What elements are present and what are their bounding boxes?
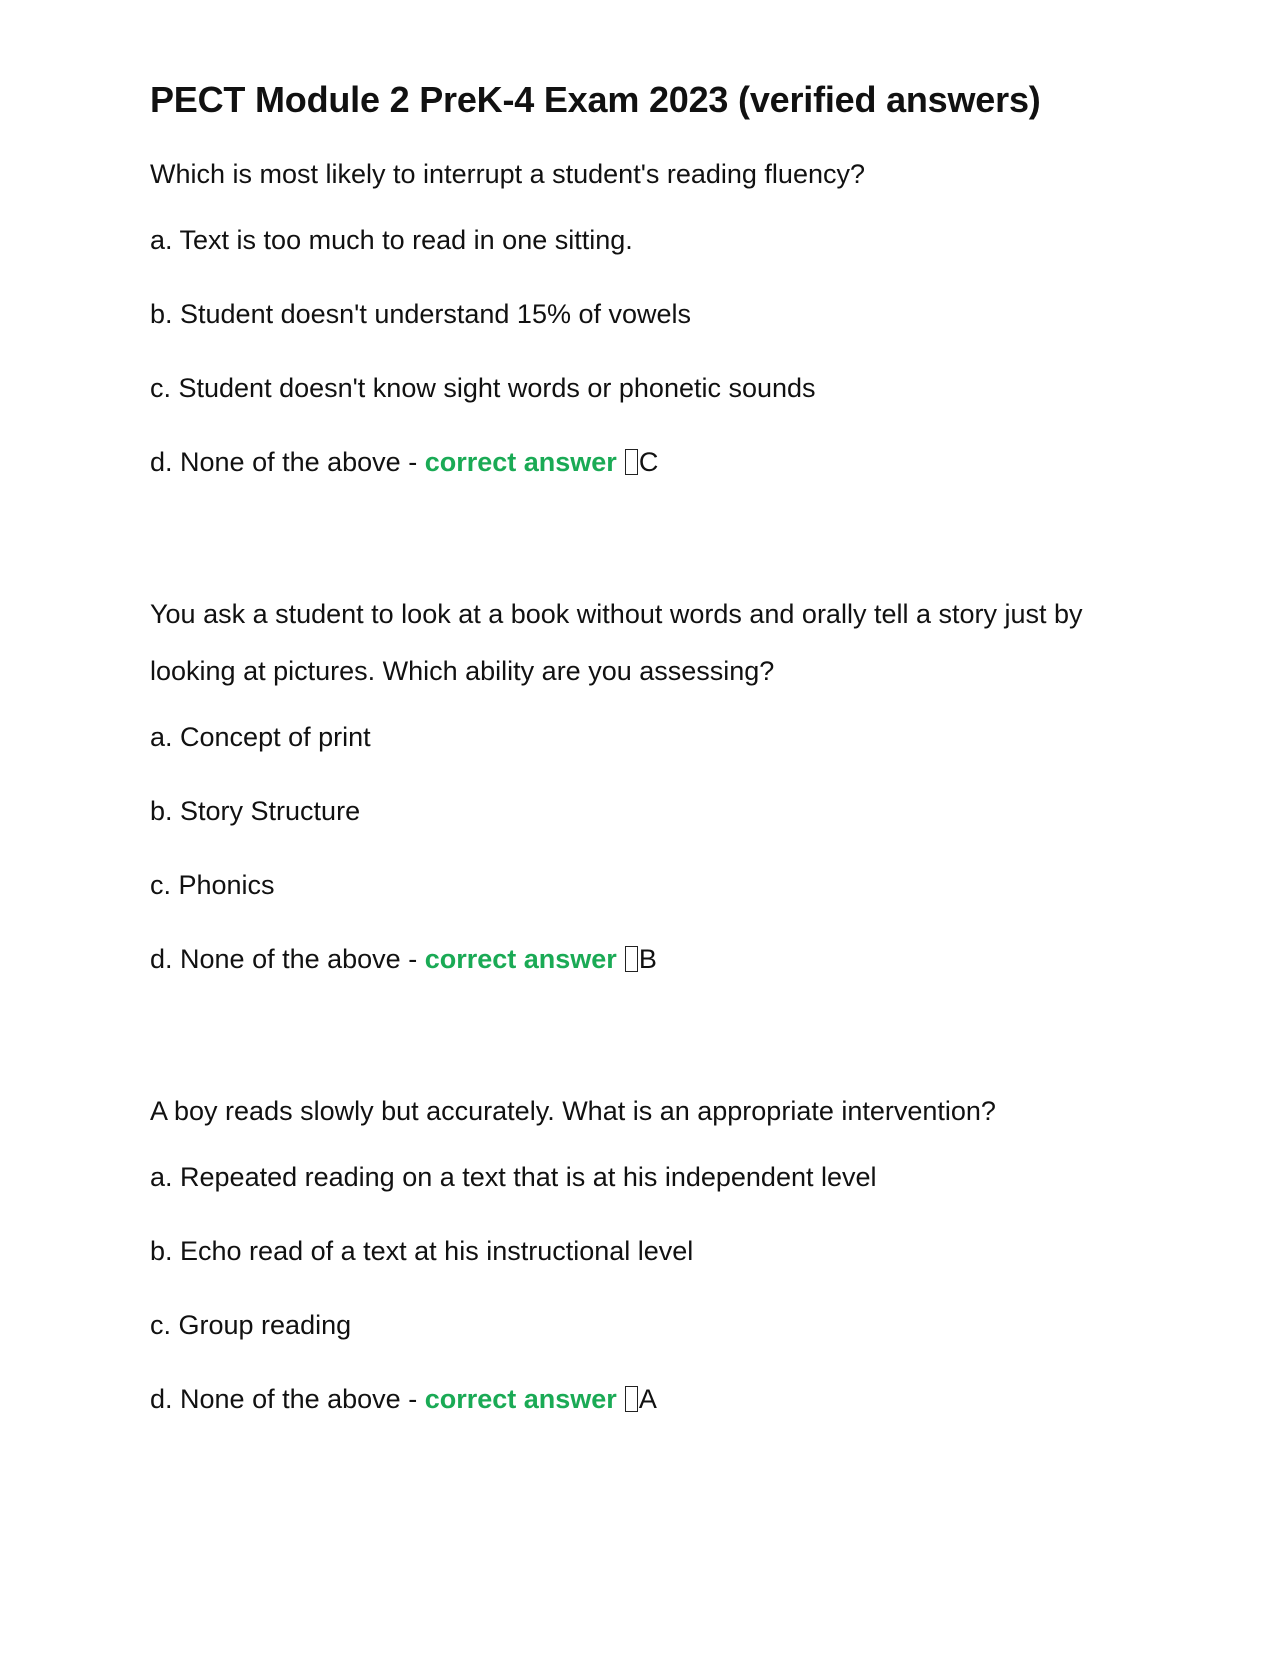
question-1-option-b: b. Student doesn't understand 15% of vowels — [150, 299, 692, 329]
question-3-option-c: c. Group reading — [150, 1310, 352, 1340]
missing-glyph-icon — [625, 1386, 638, 1412]
question-1-answer: C — [638, 447, 659, 477]
question-2-option-a: a. Concept of print — [150, 722, 371, 752]
question-spacer — [150, 1013, 1150, 1083]
missing-glyph-icon — [625, 449, 638, 475]
missing-glyph-icon — [625, 946, 638, 972]
question-3 — [150, 1083, 1150, 1419]
question-1-option-d-text: d. None of the above - — [150, 447, 418, 477]
question-1-option-a: a. Text is too much to read in one sitting. — [150, 225, 633, 255]
question-2-option-c: c. Phonics — [150, 870, 275, 900]
question-3-correct-label: correct answer — [424, 1384, 617, 1414]
question-1 — [150, 146, 1150, 482]
question-1-correct-label: correct answer — [424, 447, 617, 477]
question-2-correct-label: correct answer — [424, 944, 617, 974]
question-3-option-a: a. Repeated reading on a text that is at his independent level — [150, 1162, 877, 1192]
question-spacer — [150, 516, 1150, 586]
question-3-option-d-text: d. None of the above - — [150, 1384, 418, 1414]
question-2-text: You ask a student to look at a book without words and orally tell a story just by looking at pictures. Which ability are you assessing? — [150, 599, 1083, 686]
question-3-option-b: b. Echo read of a text at his instructional level — [150, 1236, 694, 1266]
question-3-answer: A — [638, 1384, 657, 1414]
document-page — [150, 76, 1150, 1453]
question-1-option-d — [150, 442, 1150, 482]
question-2-option-b: b. Story Structure — [150, 796, 361, 826]
question-3-text: A boy reads slowly but accurately. What is an appropriate intervention? — [150, 1096, 996, 1126]
question-2-answer: B — [638, 944, 657, 974]
question-2-option-d — [150, 939, 1150, 979]
question-2-option-d-text: d. None of the above - — [150, 944, 418, 974]
question-1-option-c: c. Student doesn't know sight words or phonetic sounds — [150, 373, 816, 403]
question-1-text: Which is most likely to interrupt a student's reading fluency? — [150, 159, 865, 189]
question-2 — [150, 586, 1150, 979]
question-3-option-d — [150, 1379, 1150, 1419]
document-title: PECT Module 2 PreK-4 Exam 2023 (verified answers) — [150, 79, 1041, 120]
